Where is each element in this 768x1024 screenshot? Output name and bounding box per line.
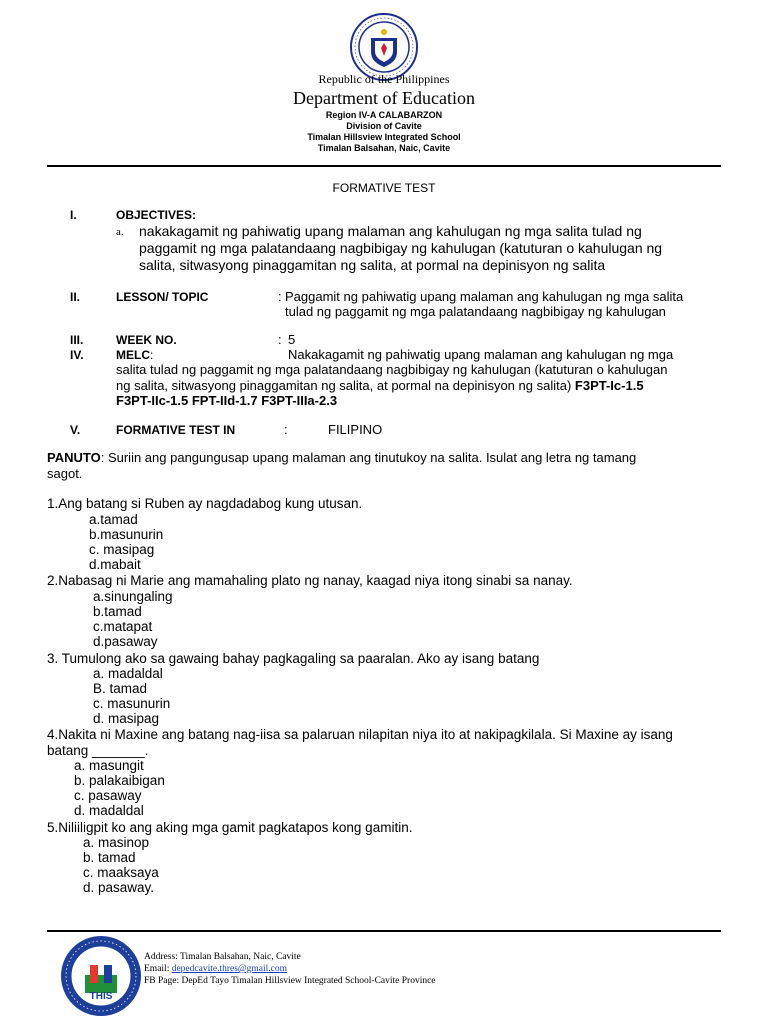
- division-text: Division of Cavite: [346, 121, 422, 131]
- header-divider: [47, 165, 721, 167]
- lesson-line-2: tulad ng paggamit ng mga palatandaang nagbibigay ng kahulugan: [285, 304, 666, 319]
- location-text: Timalan Balsahan, Naic, Cavite: [317, 143, 451, 153]
- week-value: 5: [288, 332, 296, 347]
- formative-label: FORMATIVE TEST IN: [116, 423, 236, 437]
- footer-fb-page: FB Page: DepEd Tayo Timalan Hillsview Integrated School-Cavite Province: [144, 976, 436, 986]
- question-1-choice-a: a.tamad: [89, 512, 138, 527]
- question-4-choice-d: d. madaldal: [74, 803, 144, 818]
- objective-line-2: paggamit ng mga palatandaang nagbibigay ng kahulugan (katuturan o kahulugan ng: [139, 240, 663, 256]
- panuto-line-2: sagot.: [47, 466, 83, 481]
- question-3-choice-c: c. masunurin: [93, 696, 171, 711]
- school-logo: [60, 935, 142, 1017]
- objectives-label: OBJECTIVES:: [116, 208, 197, 222]
- question-5-text: 5.Niliiligpit ko ang aking mga gamit pagkatapos kong gamitin.: [47, 820, 413, 835]
- melc-number: IV.: [70, 348, 84, 362]
- question-2-choice-d: d.pasaway: [93, 634, 158, 649]
- lesson-colon: :: [278, 289, 282, 304]
- question-1-text: 1.Ang batang si Ruben ay nagdadabog kung utusan.: [47, 496, 363, 511]
- question-5-choice-c: c. maaksaya: [83, 865, 159, 880]
- school-text: Timalan Hillsview Integrated School: [307, 132, 461, 142]
- objective-line-3: salita, sitwasyong pinaggamitan ng salita, at pormal na depinisyon ng salita: [139, 257, 606, 273]
- question-3-choice-b: B. tamad: [93, 681, 148, 696]
- week-label: WEEK NO.: [116, 333, 177, 347]
- lesson-label: LESSON/ TOPIC: [116, 290, 209, 304]
- footer-address: Address: Timalan Balsahan, Naic, Cavite: [144, 952, 301, 962]
- question-3-choice-a: a. madaldal: [93, 666, 163, 681]
- email-link[interactable]: depedcavite.thres@gmail.com: [171, 964, 288, 974]
- question-2-choice-a: a.sinungaling: [93, 589, 173, 604]
- question-3-choice-d: d. masipag: [93, 711, 160, 726]
- republic-text: Republic of the Philippines: [318, 72, 450, 86]
- panuto-line-1: Suriin ang pangungusap upang malaman ang tinutukoy na salita. Isulat ang letra ng tamang: [107, 450, 637, 465]
- email-label: Email:: [144, 964, 170, 974]
- formative-test-title: FORMATIVE TEST: [332, 181, 436, 195]
- region-text: Region IV-A CALABARZON: [325, 110, 443, 120]
- question-2-choice-b: b.tamad: [93, 604, 142, 619]
- formative-subject: FILIPINO: [328, 422, 383, 437]
- week-colon: :: [278, 332, 282, 347]
- melc-label: MELC: [116, 348, 150, 362]
- footer-email-row: [144, 964, 287, 975]
- question-2-text: 2.Nabasag ni Marie ang mamahaling plato ng nanay, kaagad niya itong sinabi sa nanay.: [47, 573, 573, 588]
- melc-codes-1: F3PT-Ic-1.5: [574, 378, 644, 393]
- question-4-choice-b: b. palakaibigan: [74, 773, 165, 788]
- objective-letter: a.: [116, 226, 124, 238]
- panuto-colon: :: [100, 450, 105, 465]
- objective-line-1: nakakagamit ng pahiwatig upang malaman ang kahulugan ng mga salita tulad ng: [139, 223, 642, 239]
- objectives-number: I.: [70, 208, 77, 222]
- question-4-text-cont: batang _______.: [47, 743, 149, 758]
- question-1-choice-d: d.mabait: [89, 557, 141, 572]
- department-title: Department of Education: [293, 88, 475, 108]
- week-number: III.: [70, 333, 84, 347]
- melc-colon: :: [150, 348, 154, 362]
- question-5-choice-d: d. pasaway.: [83, 880, 155, 895]
- footer-divider: [47, 930, 721, 932]
- question-2-choice-c: c.matapat: [93, 619, 153, 634]
- question-4-choice-a: a. masungit: [74, 758, 144, 773]
- formative-colon: :: [284, 422, 288, 437]
- question-4-text: 4.Nakita ni Maxine ang batang nag-iisa sa palaruan nilapitan niya ito at nakipagkilala. Si Maxine ay isang: [47, 727, 673, 742]
- lesson-number: II.: [70, 290, 81, 304]
- question-4-choice-c: c. pasaway: [74, 788, 142, 803]
- melc-line-2: salita tulad ng paggamit ng mga palatandaang nagbibigay ng kahulugan (katuturan o kahulugan: [116, 362, 668, 377]
- question-5-choice-b: b. tamad: [83, 850, 136, 865]
- question-3-text: 3. Tumulong ako sa gawaing bahay pagkagaling sa paaralan. Ako ay isang batang: [47, 651, 540, 666]
- melc-line-1: Nakakagamit ng pahiwatig upang malaman ang kahulugan ng mga: [288, 347, 674, 362]
- question-5-choice-a: a. masinop: [83, 835, 150, 850]
- lesson-line-1: Paggamit ng pahiwatig upang malaman ang kahulugan ng mga salita: [285, 289, 684, 304]
- melc-line-3: ng salita, sitwasyong pinaggamitan ng salita, at pormal na depinisyon ng salita): [116, 378, 572, 393]
- question-1-choice-c: c. masipag: [89, 542, 155, 557]
- school-logo-letters: THIS: [89, 991, 113, 1002]
- question-1-choice-b: b.masunurin: [89, 527, 164, 542]
- formative-number: V.: [70, 423, 81, 437]
- panuto-label: PANUTO: [47, 450, 101, 465]
- melc-codes-2: F3PT-IIc-1.5 FPT-IId-1.7 F3PT-IIIa-2.3: [116, 393, 338, 408]
